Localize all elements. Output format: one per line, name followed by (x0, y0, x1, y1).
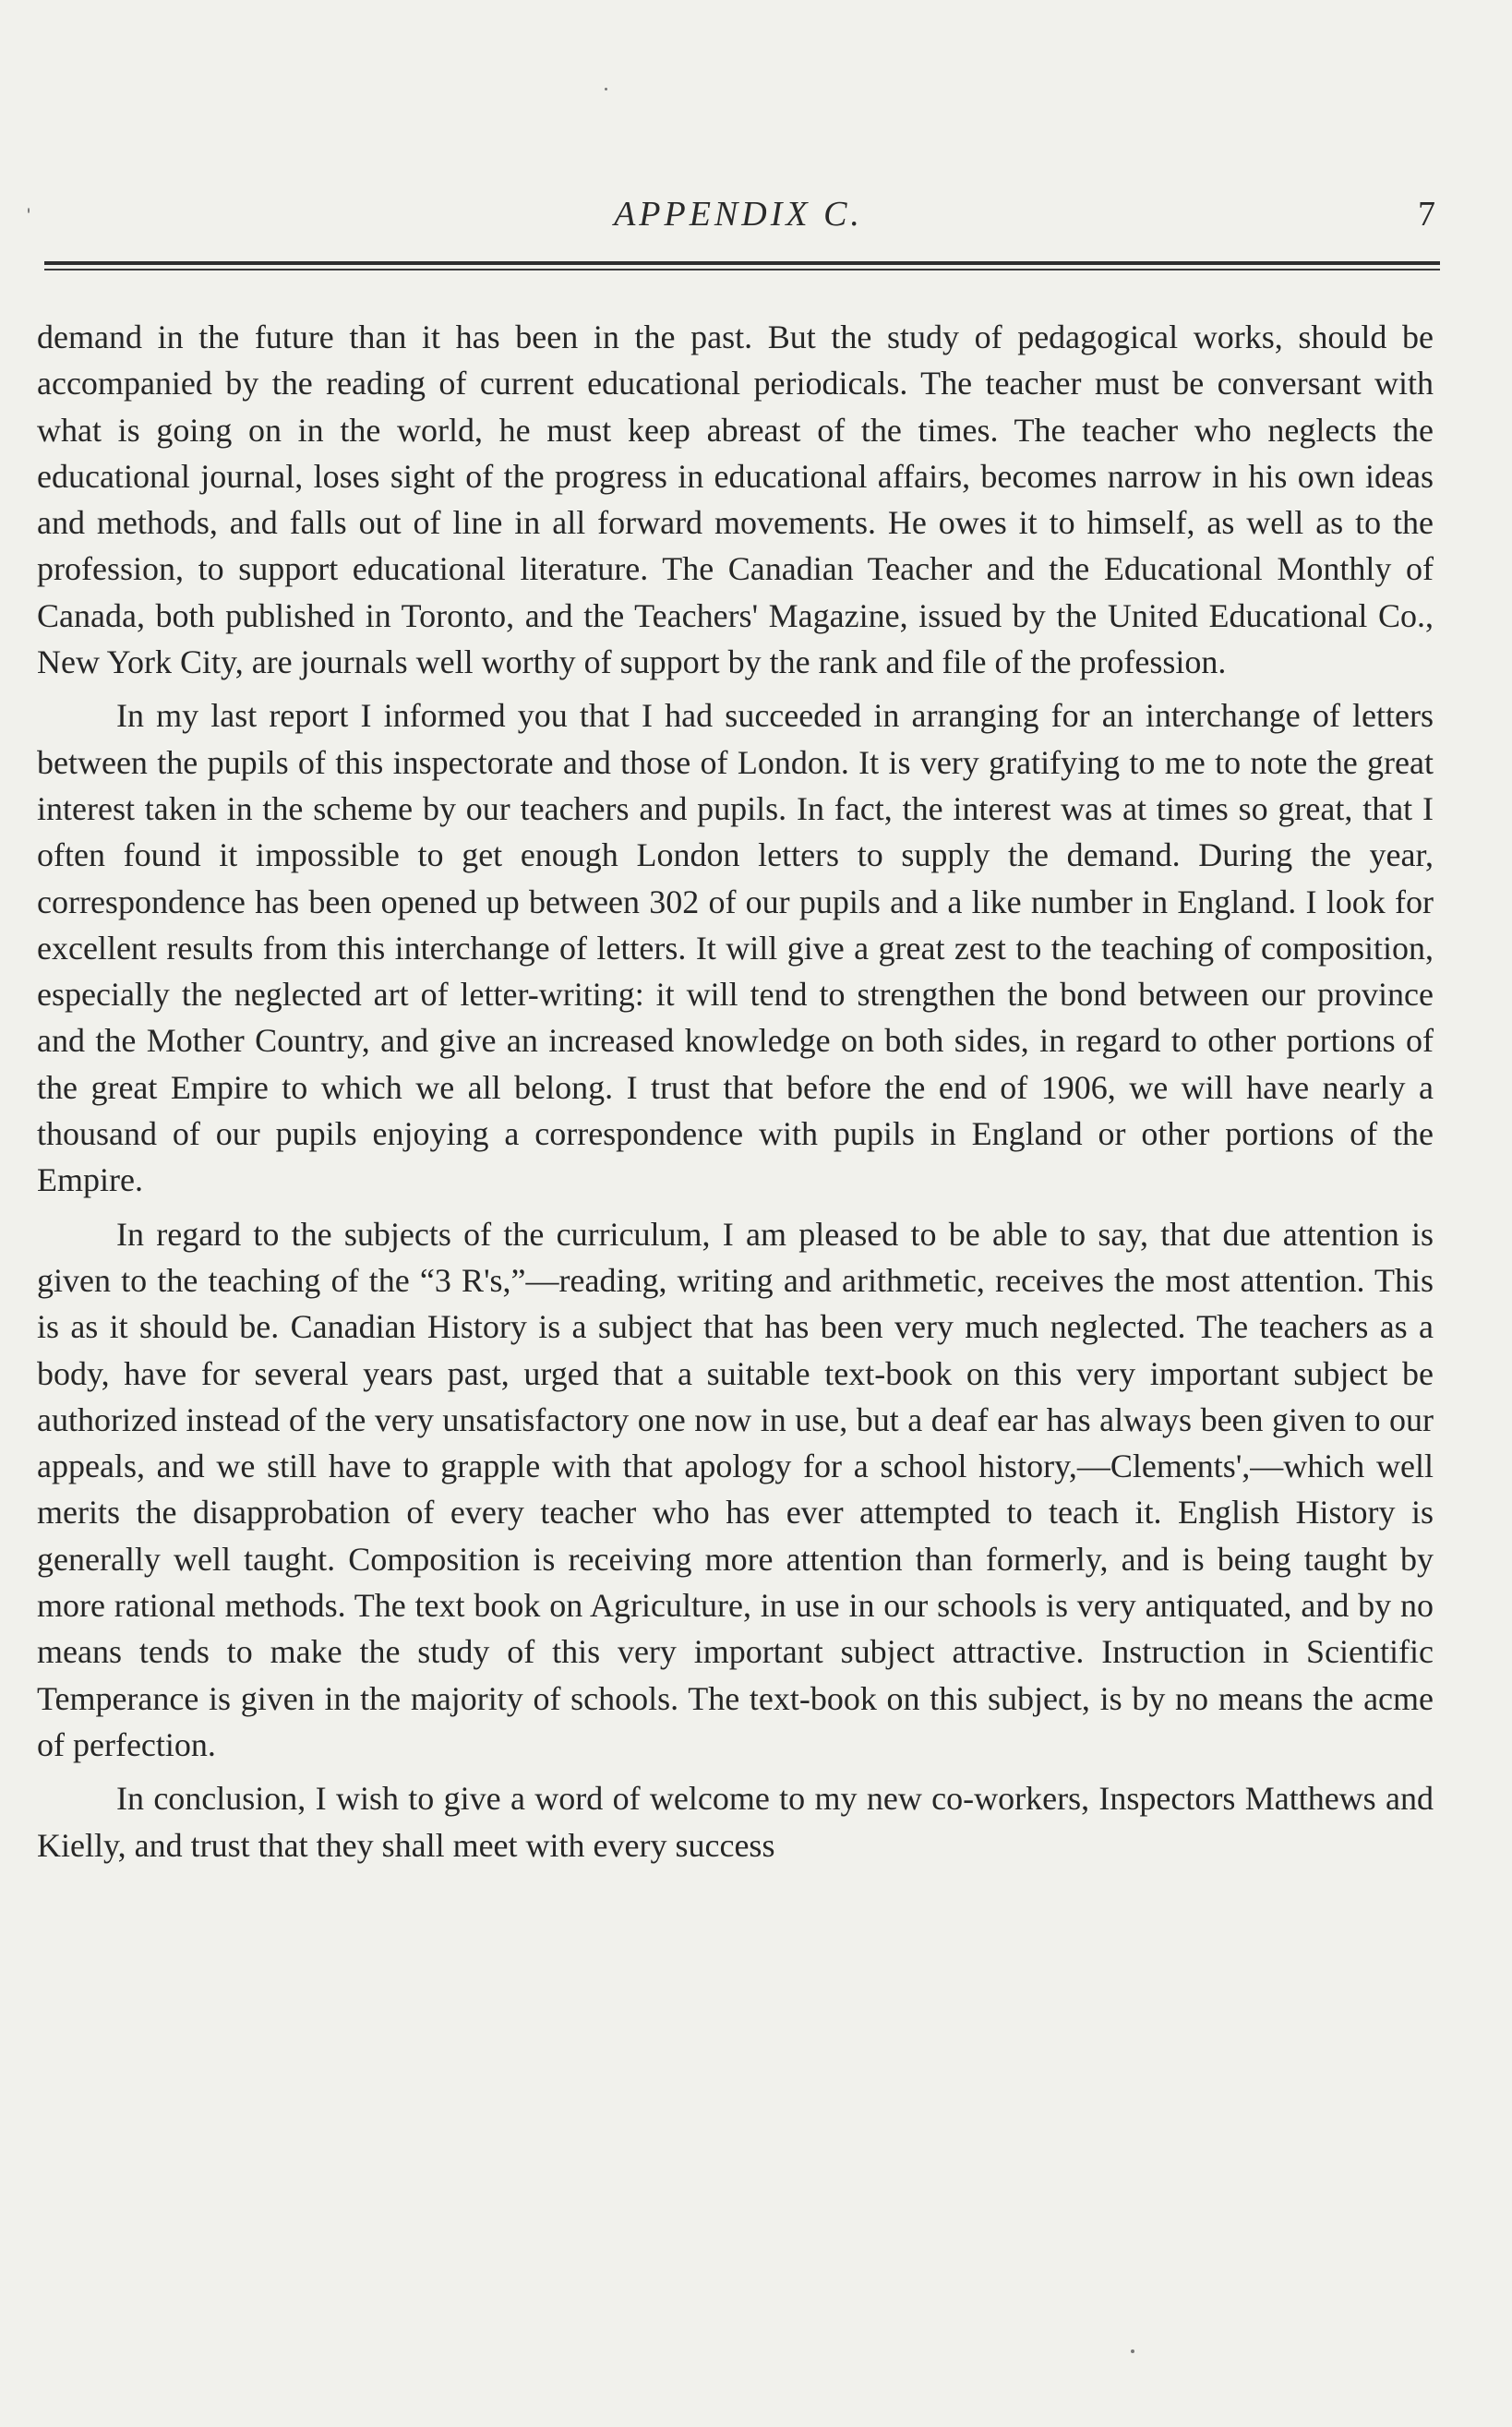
scan-speck (28, 208, 30, 213)
running-head: APPENDIX C. (614, 195, 863, 234)
page-number: 7 (1418, 195, 1435, 234)
paragraph-continuation: demand in the future than it has been in the past. But the study of pedagogical works, should be accompanied by the reading of current educational periodicals. The teacher must be conversant with what is going on in the world, he must keep abreast of the times. The teacher who neglects the educational journal, loses sight of the progress in educational affairs, becomes narrow in his own ideas and methods, and falls out of line in all forward movements. He owes it to himself, as well as to the profession, to support educational literature. The Canadian Teacher and the Educational Monthly of Canada, both published in Toronto, and the Teachers' Magazine, issued by the United Educational Co., New York City, are journals well worthy of support by the rank and file of the profession. (37, 318, 1434, 681)
header-rule-thin (44, 269, 1440, 270)
paragraph-letter-exchange: In my last report I informed you that I had succeeded in arranging for an interchange of letters between the pupils of this inspectorate and those of London. It is very gratifying to me to note the great interest taken in the scheme by our teachers and pupils. In fact, the interest was at times so great, that I often found it impossible to get enough London letters to supply the demand. During the year, correspondence has been opened up between 302 of our pupils and a like number in England. I look for excellent results from this interchange of letters. It will give a great zest to the teaching of composition, especially the neglected art of letter-writing: it will tend to strengthen the bond between our province and the Mother Country, and give an increased knowledge on both sides, in regard to other portions of the great Empire to which we all belong. I trust that before the end of 1906, we will have nearly a thousand of our pupils enjoying a correspondence with pupils in England or other portions of the Empire. (37, 697, 1434, 1199)
body-text (37, 314, 1434, 1876)
header-rule-thick (44, 261, 1440, 265)
scan-speck (1131, 2349, 1134, 2353)
page-header (37, 194, 1440, 249)
scan-speck (605, 88, 607, 90)
paragraph-curriculum: In regard to the subjects of the curriculum, I am pleased to be able to say, that due attention is given to the teaching of the “3 R's,”—reading, writing and arithmetic, receives the most attention. This is as it should be. Canadian History is a subject that has been very much neglected. The teachers as a body, have for several years past, urged that a suitable text-book on this very important subject be authorized instead of the very unsatisfactory one now in use, but a deaf ear has always been given to our appeals, and we still have to grapple with that apology for a school history,—Clements',—which well merits the disapprobation of every teacher who has ever attempted to teach it. English History is generally well taught. Composition is receiving more attention than formerly, and is being taught by more rational methods. The text book on Agriculture, in use in our schools is very antiquated, and by no means tends to make the study of this very important subject attractive. Instruction in Scientific Temperance is given in the majority of schools. The text-book on this subject, is by no means the acme of perfection. (37, 1215, 1434, 1763)
paragraph-conclusion: In conclusion, I wish to give a word of welcome to my new co-workers, Inspectors Matthews and Kielly, and trust that they shall meet with every success (37, 1780, 1434, 1864)
